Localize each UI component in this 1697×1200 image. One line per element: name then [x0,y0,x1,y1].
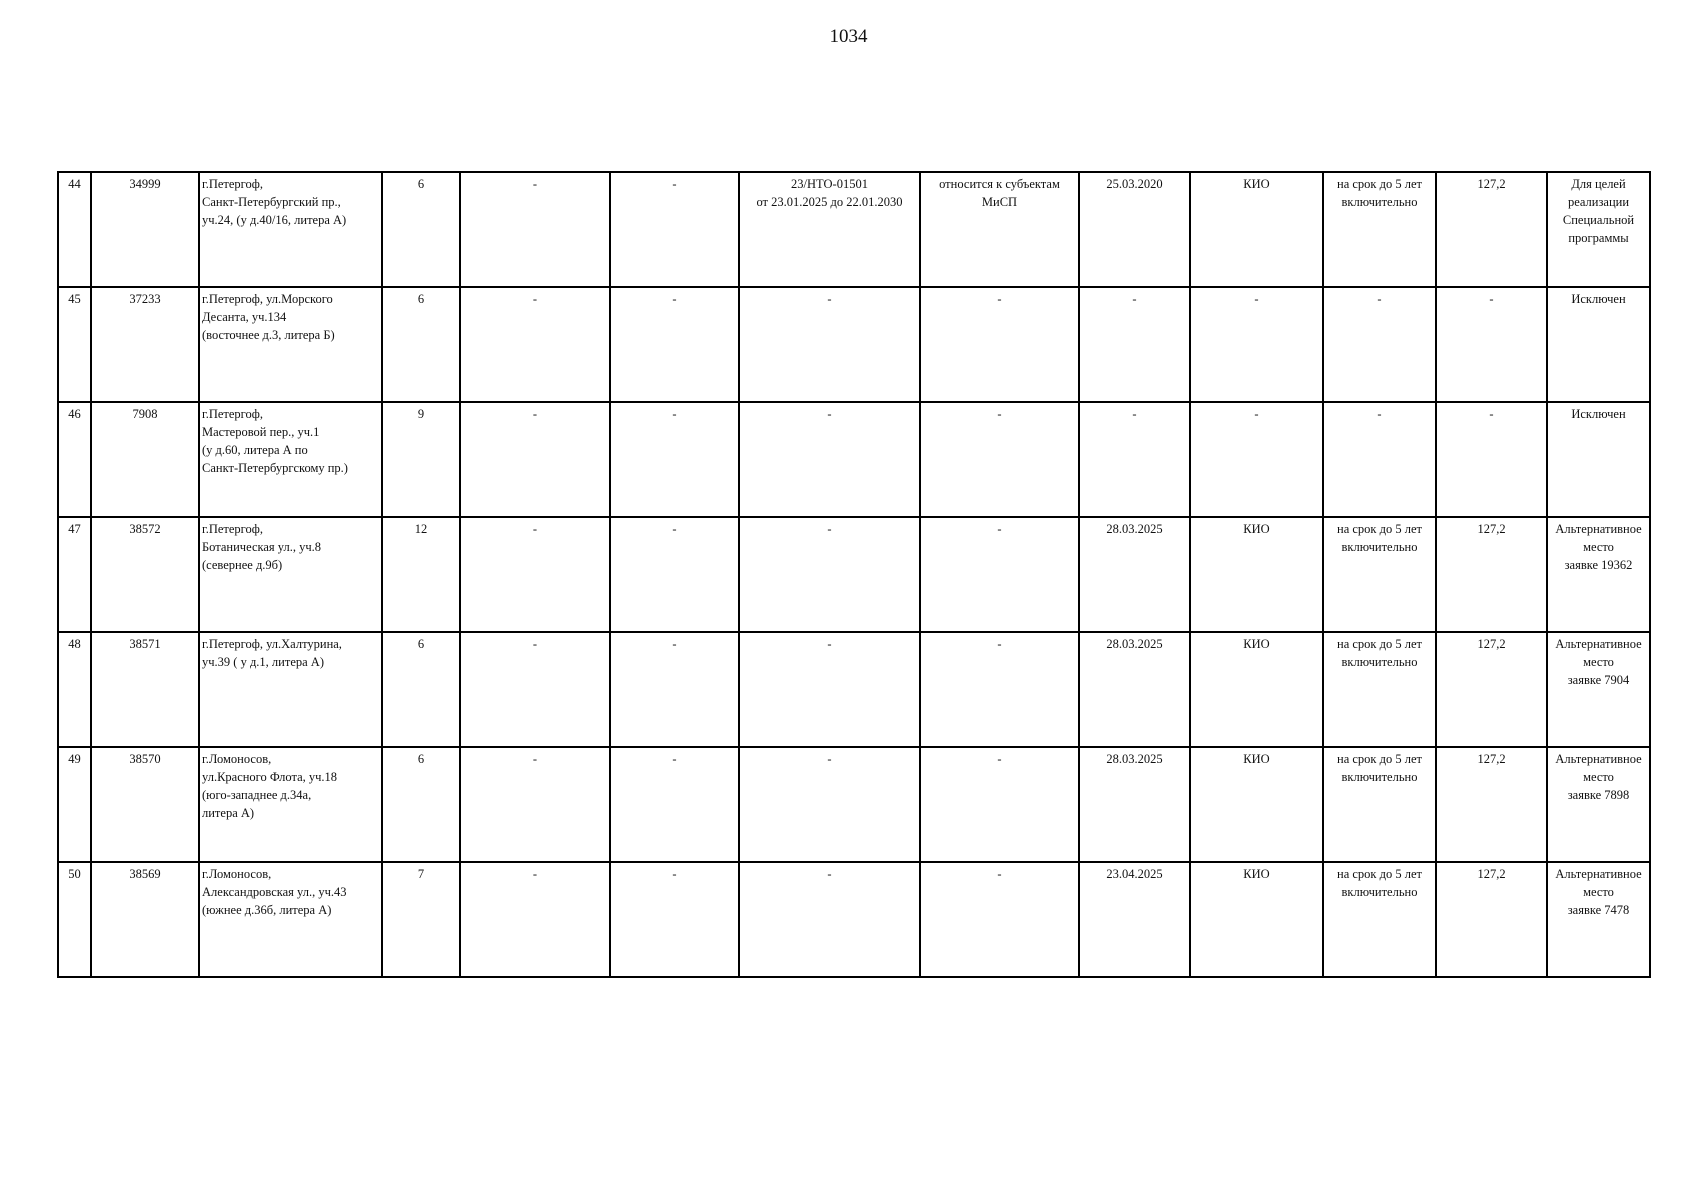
cell-note [1547,172,1650,287]
cell-object-id: 37233 [91,287,199,402]
cell-organization: КИО [1190,747,1323,862]
cell-msp-status [920,402,1079,517]
cell-line: Мастеровой пер., уч.1 [202,425,320,439]
cell-address [199,517,382,632]
cell-line: литера А) [202,806,255,820]
cell-line: уч.24, (у д.40/16, литера А) [202,213,347,227]
cell-line: - [997,522,1002,536]
cell-msp-status [920,632,1079,747]
cell-area: 7 [382,862,460,977]
cell-object-id: 38571 [91,632,199,747]
cell-contract [739,402,920,517]
cell-line: Ботаническая ул., уч.8 [202,540,322,554]
cell-line: г.Ломоносов, [202,867,272,881]
cell-col6: - [610,862,739,977]
cell-col5: - [460,287,610,402]
cell-line: Санкт-Петербургский пр., [202,195,341,209]
cell-line: ул.Красного Флота, уч.18 [202,770,338,784]
cell-col5: - [460,632,610,747]
cell-term [1323,402,1436,517]
cell-contract [739,287,920,402]
cell-address [199,402,382,517]
cell-line: заявке 7898 [1567,788,1630,802]
cell-term [1323,862,1436,977]
cell-address [199,747,382,862]
cell-row-number: 45 [58,287,91,402]
cell-line: Для целей [1571,177,1626,191]
cell-rate: - [1436,402,1547,517]
cell-line: - [997,292,1002,306]
cell-line: (южнее д.36б, литера А) [202,903,332,917]
cell-line: на срок до 5 лет [1337,867,1422,881]
cell-term [1323,172,1436,287]
cell-rate: 127,2 [1436,747,1547,862]
cell-area: 9 [382,402,460,517]
cell-note [1547,402,1650,517]
cell-organization: - [1190,287,1323,402]
page-number: 1034 [829,26,868,47]
cell-term [1323,747,1436,862]
cell-contract [739,517,920,632]
cell-line: г.Петергоф, [202,407,263,421]
cell-object-id: 34999 [91,172,199,287]
cell-object-id: 38572 [91,517,199,632]
cell-line: - [997,867,1002,881]
table-row [58,172,1650,287]
cell-line: г.Ломоносов, [202,752,272,766]
cell-line: Альтернативное [1555,522,1642,536]
cell-col6: - [610,747,739,862]
cell-line: программы [1568,231,1629,245]
cell-line: включительно [1341,655,1418,669]
cell-date: - [1079,402,1190,517]
cell-col6: - [610,287,739,402]
cell-area: 6 [382,632,460,747]
cell-line: на срок до 5 лет [1337,637,1422,651]
cell-line: Специальной [1562,213,1635,227]
cell-line: уч.39 ( у д.1, литера А) [202,655,324,669]
cell-contract [739,172,920,287]
cell-rate: 127,2 [1436,172,1547,287]
cell-line: место [1583,885,1614,899]
cell-date: 28.03.2025 [1079,517,1190,632]
table-row [58,632,1650,747]
cell-note [1547,287,1650,402]
cell-col6: - [610,517,739,632]
cell-line: - [997,407,1002,421]
cell-line: - [827,867,832,881]
cell-line: включительно [1341,885,1418,899]
cell-col5: - [460,862,610,977]
cell-row-number: 44 [58,172,91,287]
table-row [58,747,1650,862]
cell-line: (восточнее д.3, литера Б) [202,328,335,342]
table-row [58,517,1650,632]
cell-contract [739,862,920,977]
cell-line: - [1377,292,1382,306]
registry-body [58,172,1650,977]
cell-col5: - [460,402,610,517]
cell-msp-status [920,287,1079,402]
cell-col6: - [610,172,739,287]
cell-organization: КИО [1190,632,1323,747]
cell-col5: - [460,172,610,287]
cell-line: - [827,752,832,766]
cell-organization: КИО [1190,172,1323,287]
cell-line: место [1583,540,1614,554]
cell-line: (севернее д.9б) [202,558,283,572]
cell-msp-status [920,172,1079,287]
table-row [58,402,1650,517]
cell-contract [739,632,920,747]
cell-date: 28.03.2025 [1079,632,1190,747]
cell-line: (юго-западнее д.34а, [202,788,312,802]
cell-rate: 127,2 [1436,517,1547,632]
cell-line: - [827,522,832,536]
cell-line: заявке 19362 [1564,558,1633,572]
cell-msp-status [920,862,1079,977]
cell-line: Исключен [1571,292,1626,306]
cell-address [199,172,382,287]
cell-line: (у д.60, литера А по [202,443,308,457]
cell-line: Альтернативное [1555,867,1642,881]
cell-line: на срок до 5 лет [1337,752,1422,766]
cell-date: 23.04.2025 [1079,862,1190,977]
cell-line: включительно [1341,195,1418,209]
cell-note [1547,862,1650,977]
cell-organization: - [1190,402,1323,517]
cell-line: Александровская ул., уч.43 [202,885,347,899]
cell-line: г.Петергоф, ул.Морского [202,292,333,306]
cell-row-number: 46 [58,402,91,517]
cell-line: г.Петергоф, ул.Халтурина, [202,637,342,651]
table-row [58,287,1650,402]
cell-row-number: 49 [58,747,91,862]
cell-line: - [997,752,1002,766]
cell-line: место [1583,770,1614,784]
cell-term [1323,287,1436,402]
cell-col6: - [610,632,739,747]
cell-line: - [827,637,832,651]
cell-line: - [1377,407,1382,421]
cell-object-id: 38570 [91,747,199,862]
cell-address [199,862,382,977]
cell-date: 25.03.2020 [1079,172,1190,287]
cell-line: - [827,292,832,306]
cell-row-number: 47 [58,517,91,632]
cell-line: место [1583,655,1614,669]
cell-msp-status [920,517,1079,632]
cell-line: Исключен [1571,407,1626,421]
cell-line: г.Петергоф, [202,522,263,536]
cell-col5: - [460,747,610,862]
cell-object-id: 7908 [91,402,199,517]
cell-organization: КИО [1190,862,1323,977]
cell-line: заявке 7478 [1567,903,1630,917]
cell-rate: 127,2 [1436,632,1547,747]
table-row [58,862,1650,977]
cell-line: г.Петергоф, [202,177,263,191]
cell-date: - [1079,287,1190,402]
cell-col5: - [460,517,610,632]
cell-line: включительно [1341,770,1418,784]
cell-contract [739,747,920,862]
cell-line: МиСП [981,195,1018,209]
cell-line: 23/НТО-01501 [791,177,868,191]
cell-address [199,632,382,747]
cell-line: от 23.01.2025 до 22.01.2030 [756,195,903,209]
cell-line: на срок до 5 лет [1337,522,1422,536]
cell-area: 6 [382,172,460,287]
cell-line: Альтернативное [1555,637,1642,651]
cell-note [1547,517,1650,632]
cell-note [1547,632,1650,747]
cell-line: - [997,637,1002,651]
cell-organization: КИО [1190,517,1323,632]
cell-line: на срок до 5 лет [1337,177,1422,191]
registry-table [57,171,1651,978]
cell-line: Альтернативное [1555,752,1642,766]
cell-line: - [827,407,832,421]
cell-note [1547,747,1650,862]
cell-object-id: 38569 [91,862,199,977]
cell-row-number: 48 [58,632,91,747]
cell-line: включительно [1341,540,1418,554]
cell-term [1323,517,1436,632]
cell-rate: - [1436,287,1547,402]
cell-line: Санкт-Петербургскому пр.) [202,461,348,475]
cell-rate: 127,2 [1436,862,1547,977]
cell-col6: - [610,402,739,517]
cell-date: 28.03.2025 [1079,747,1190,862]
cell-line: относится к субъектам [939,177,1060,191]
cell-area: 12 [382,517,460,632]
cell-line: заявке 7904 [1567,673,1630,687]
cell-area: 6 [382,287,460,402]
cell-term [1323,632,1436,747]
cell-address [199,287,382,402]
cell-line: Десанта, уч.134 [202,310,287,324]
cell-msp-status [920,747,1079,862]
cell-row-number: 50 [58,862,91,977]
cell-line: реализации [1567,195,1630,209]
cell-area: 6 [382,747,460,862]
